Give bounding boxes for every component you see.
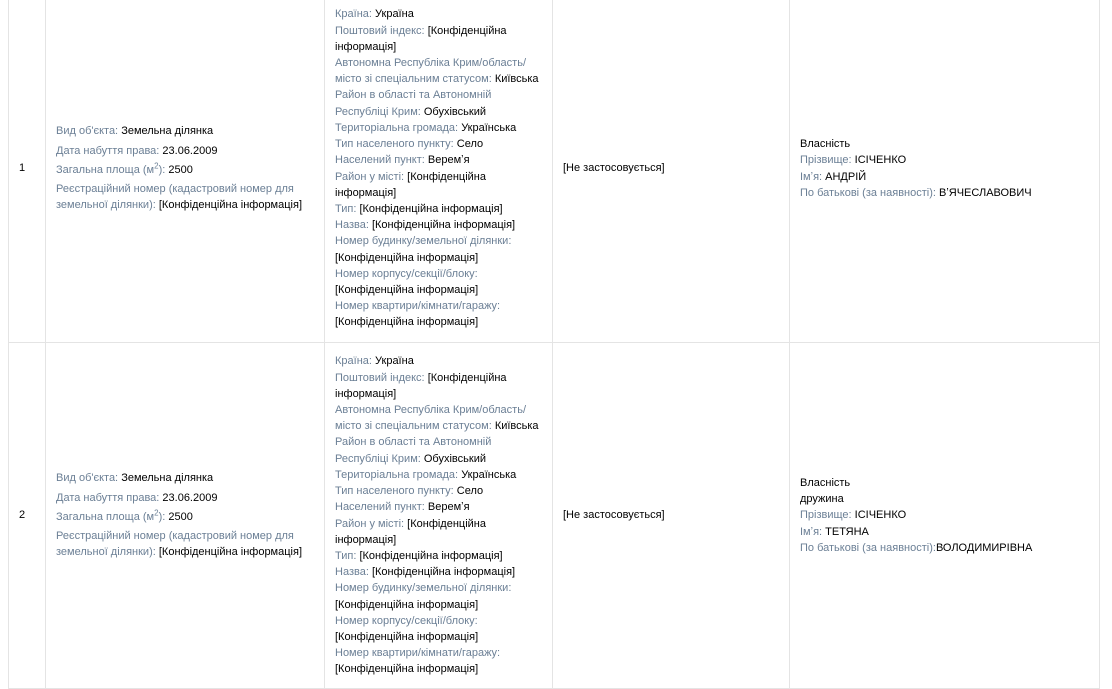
block-number-value: [Конфіденційна інформація] [335,283,479,296]
first-name-label: Імʼя: [800,170,823,183]
building-number-label: Номер будинку/земельної ділянки: [335,235,512,248]
right-type: Власність [800,476,851,489]
acquisition-date-label: Дата набуття права: [56,491,160,504]
city-district-value: [Конфіденційна інформація] [335,170,486,199]
area-label: Загальна площа $(м^2)$: [56,508,166,523]
country-value: Україна [375,8,414,21]
building-number-label: Номер будинку/земельної ділянки: [335,582,512,595]
settlement-value: Веремʼя [427,501,470,514]
block-number-label: Номер корпусу/секції/блоку: [335,267,478,280]
settlement-label: Населений пункт: [335,154,425,167]
surname-value: ІСІЧЕНКО [854,509,907,522]
block-number-value: [Конфіденційна інформація] [335,630,479,643]
surname-value: ІСІЧЕНКО [854,154,907,167]
apartment-number-value: [Конфіденційна інформація] [335,316,479,329]
building-number-value: [Конфіденційна інформація] [335,251,479,264]
block-number-label: Номер корпусу/секції/блоку: [335,614,478,627]
district-label: Район в області та Автономній Республіці Крим: [335,89,492,118]
settlement-type-value: Село [456,138,484,151]
city-district-value: [Конфіденційна інформація] [335,517,486,546]
right-type: Власність [800,138,851,151]
postal-code-label: Поштовий індекс: [335,371,425,384]
settlement-label: Населений пункт: [335,501,425,514]
acquisition-date-value: 23.06.2009 [162,491,218,504]
apartment-number-label: Номер квартири/кімнати/гаражу: [335,647,501,660]
owner-cell [790,0,1100,343]
apartment-number-label: Номер квартири/кімнати/гаражу: [335,300,501,313]
district-value: Обухівський [423,105,486,118]
note-cell: [Не застосовується] [553,0,790,343]
row-number: 1 [9,0,46,343]
area-label: Загальна площа $(м^2)$: [56,161,166,176]
address-cell [325,0,553,343]
district-value: Обухівський [423,452,486,465]
street-name-value: [Конфіденційна інформація] [371,566,516,579]
settlement-type-label: Тип населеного пункту: [335,485,454,498]
object-type-value: Земельна ділянка [121,125,214,138]
community-label: Територіальна громада: [335,468,459,481]
area-value: 2500 [168,510,193,523]
apartment-number-value: [Конфіденційна інформація] [335,663,479,676]
table-row [9,343,1100,689]
community-value: Українська [461,121,517,134]
building-number-value: [Конфіденційна інформація] [335,598,479,611]
street-type-label: Тип: [335,549,357,562]
property-table [8,0,1100,689]
object-type-label: Вид об'єкта: [56,472,119,485]
cadastral-number-label: Реєстраційний номер (кадастровий номер для земельної ділянки): [56,530,294,559]
cadastral-number-label: Реєстраційний номер (кадастровий номер для земельної ділянки): [56,183,294,212]
city-district-label: Район у місті: [335,517,405,530]
country-label: Країна: [335,8,372,21]
street-type-label: Тип: [335,202,357,215]
first-name-value: ТЕТЯНА [825,525,869,538]
first-name-label: Імʼя: [800,525,823,538]
postal-code-value: [Конфіденційна інформація] [335,24,507,53]
patronymic-label: По батькові (за наявності): [800,186,936,199]
acquisition-date-value: 23.06.2009 [162,144,218,157]
region-value: Київська [494,73,539,86]
object-cell [46,343,325,689]
city-district-label: Район у місті: [335,170,405,183]
object-type-value: Земельна ділянка [121,472,214,485]
postal-code-value: [Конфіденційна інформація] [335,371,507,400]
region-label: Автономна Республіка Крим/область/ місто зі спеціальним статусом: [335,404,526,433]
first-name-value: АНДРІЙ [825,170,867,183]
settlement-value: Веремʼя [427,154,470,167]
settlement-type-value: Село [456,485,484,498]
object-type-label: Вид об'єкта: [56,125,119,138]
patronymic-value: ВОЛОДИМИРІВНА [935,541,1033,554]
address-cell [325,343,553,689]
street-name-label: Назва: [335,566,369,579]
community-label: Територіальна громада: [335,121,459,134]
surname-label: Прізвище: [800,154,852,167]
patronymic-value: ВʼЯЧЕСЛАВОВИЧ [939,186,1032,199]
relation: дружина [800,493,844,506]
street-type-value: [Конфіденційна інформація] [359,549,503,562]
settlement-type-label: Тип населеного пункту: [335,138,454,151]
street-type-value: [Конфіденційна інформація] [359,202,503,215]
region-value: Київська [494,420,539,433]
surname-label: Прізвище: [800,509,852,522]
area-value: 2500 [168,163,193,176]
street-name-value: [Конфіденційна інформація] [371,219,516,232]
acquisition-date-label: Дата набуття права: [56,144,160,157]
note-cell: [Не застосовується] [553,343,790,689]
district-label: Район в області та Автономній Республіці Крим: [335,436,492,465]
table-row [9,0,1100,343]
street-name-label: Назва: [335,219,369,232]
cadastral-number-value: [Конфіденційна інформація] [158,199,302,212]
postal-code-label: Поштовий індекс: [335,24,425,37]
community-value: Українська [461,468,517,481]
country-value: Україна [375,355,414,368]
patronymic-label: По батькові (за наявності): [800,541,936,554]
object-cell [46,0,325,343]
owner-cell [790,343,1100,689]
region-label: Автономна Республіка Крим/область/ місто зі спеціальним статусом: [335,57,526,86]
country-label: Країна: [335,355,372,368]
row-number: 2 [9,343,46,689]
cadastral-number-value: [Конфіденційна інформація] [158,546,302,559]
